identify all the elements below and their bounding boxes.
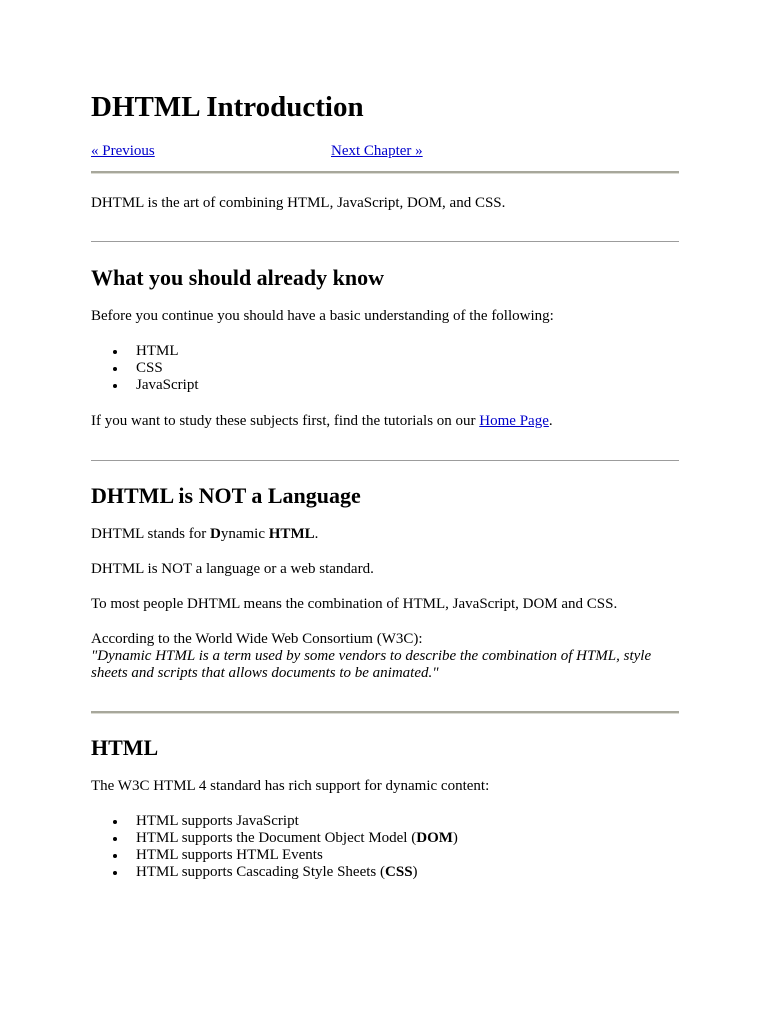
study-text: If you want to study these subjects first, find the tutorials on our [91,413,480,429]
item-text: HTML supports Cascading Style Sheets ( [136,864,386,880]
divider [91,711,679,714]
stands-end: . [314,526,319,542]
according-text: According to the World Wide Web Consortium (W3C): [91,631,423,647]
section-heading-not-language: DHTML is NOT a Language [91,483,361,508]
next-chapter-link[interactable]: Next Chapter » [331,143,423,159]
page-title: DHTML Introduction [91,91,364,123]
study-end: . [548,413,553,429]
list-item [91,864,679,881]
prerequisites-lead: Before you continue you should have a basic understanding of the following: [91,308,554,324]
previous-link[interactable]: « Previous [91,143,155,159]
divider [91,241,679,242]
section-heading-prerequisites: What you should already know [91,265,385,290]
list-item: HTML supports HTML Events [91,847,679,864]
list-item: HTML supports JavaScript [91,813,679,830]
dom-bold: DOM [416,830,453,846]
list-item: JavaScript [91,377,679,394]
most-people-paragraph: To most people DHTML means the combination of HTML, JavaScript, DOM and CSS. [91,596,618,612]
section-heading-html: HTML [91,735,159,760]
stands-ynamic: ynamic [220,526,269,542]
item-end: ) [452,830,458,846]
list-item: HTML [91,343,679,360]
stands-html-bold: HTML [268,526,315,542]
divider [91,171,679,174]
intro-paragraph: DHTML is the art of combining HTML, JavaScript, DOM, and CSS. [91,195,506,211]
item-text: HTML supports the Document Object Model ( [136,830,417,846]
item-end: ) [412,864,418,880]
list-item [91,830,679,847]
prerequisites-list [91,343,679,394]
chapter-navigation [91,143,679,160]
stands-for-paragraph [91,526,679,543]
study-paragraph [91,413,679,430]
w3c-quote: "Dynamic HTML is a term used by some vendors to describe the combination of HTML, style sheets and scripts that allows documents to be animated." [91,648,652,681]
home-page-link[interactable]: Home Page [479,413,549,429]
css-bold: CSS [385,864,413,880]
stands-text: DHTML stands for [91,526,211,542]
w3c-paragraph [91,631,679,682]
stands-d-bold: D [210,526,221,542]
divider [91,460,679,461]
not-language-paragraph: DHTML is NOT a language or a web standard. [91,561,374,577]
html-lead: The W3C HTML 4 standard has rich support for dynamic content: [91,778,490,794]
html-features-list [91,813,679,881]
list-item: CSS [91,360,679,377]
